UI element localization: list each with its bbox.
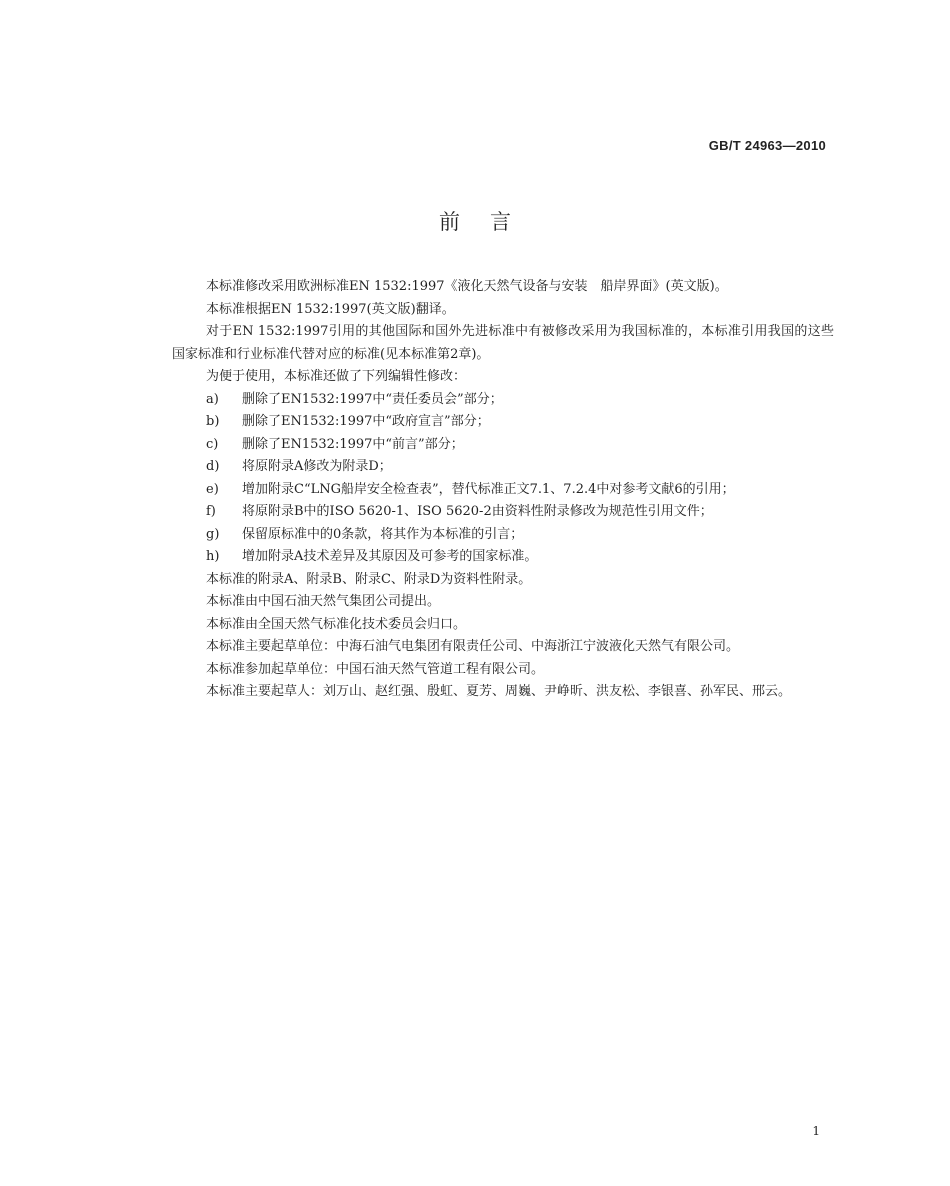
paragraph: 本标准的附录A、附录B、附录C、附录D为资料性附录。 <box>206 571 532 587</box>
list-item-text: 将原附录A修改为附录D； <box>242 459 392 474</box>
list-item-label: c) <box>206 436 219 452</box>
list-item <box>172 389 834 412</box>
list-item-text: 删除了EN1532:1997中“责任委员会”部分； <box>242 391 503 407</box>
list-item <box>172 434 834 457</box>
list-item-text: 增加附录A技术差异及其原因及可参考的国家标准。 <box>242 549 538 564</box>
paragraph: 本标准修改采用欧洲标准EN 1532:1997《液化天然气设备与安装 船岸界面》(英文版)。 <box>206 279 728 294</box>
standard-code: GB/T 24963—2010 <box>708 138 826 153</box>
foreword-body <box>172 276 834 704</box>
paragraph: 对于EN 1532:1997引用的其他国际和国外先进标准中有被修改采用为我国标准的，本标准引用我国的这些国家标准和行业标准代替对应的标准(见本标准第2章)。 <box>172 324 834 362</box>
list-item-label: f) <box>206 504 216 519</box>
paragraph: 本标准由全国天然气标准化技术委员会归口。 <box>206 616 467 632</box>
list-item-label: d) <box>206 459 220 474</box>
list-item-label: a) <box>206 391 219 407</box>
list-item-label: h) <box>206 549 220 564</box>
list-item-text: 删除了EN1532:1997中“前言”部分； <box>242 436 464 452</box>
paragraph: 本标准主要起草人：刘万山、赵红强、殷虹、夏芳、周巍、尹峥昕、洪友松、李银喜、孙军民、邢云。 <box>206 684 792 699</box>
paragraph: 本标准主要起草单位：中海石油气电集团有限责任公司、中海浙江宁波液化天然气有限公司。 <box>206 639 740 654</box>
list-item <box>172 479 834 502</box>
list-item-label: b) <box>206 414 220 429</box>
list-item-label: e) <box>206 481 219 497</box>
list-item-text: 保留原标准中的0条款，将其作为本标准的引言； <box>242 526 524 542</box>
list-item-text: 增加附录C“LNG船岸安全检查表”，替代标准正文7.1、7.2.4中对参考文献6的引用； <box>242 481 735 497</box>
list-item <box>172 524 834 547</box>
list-item-text: 将原附录B中的ISO 5620-1、ISO 5620-2由资料性附录修改为规范性引用文件； <box>242 504 713 519</box>
list-item <box>172 456 834 479</box>
paragraph: 为便于使用，本标准还做了下列编辑性修改： <box>206 369 467 384</box>
list-item-text: 删除了EN1532:1997中“政府宣言”部分； <box>242 414 490 429</box>
paragraph: 本标准根据EN 1532:1997(英文版)翻译。 <box>206 301 455 317</box>
list-item-label: g) <box>206 526 220 542</box>
page-title: 前言 <box>439 210 541 234</box>
paragraph: 本标准由中国石油天然气集团公司提出。 <box>206 594 441 609</box>
list-item <box>172 546 834 569</box>
list-item <box>172 501 834 524</box>
paragraph: 本标准参加起草单位：中国石油天然气管道工程有限公司。 <box>206 661 545 677</box>
list-item <box>172 411 834 434</box>
page-number: 1 <box>812 1124 820 1138</box>
